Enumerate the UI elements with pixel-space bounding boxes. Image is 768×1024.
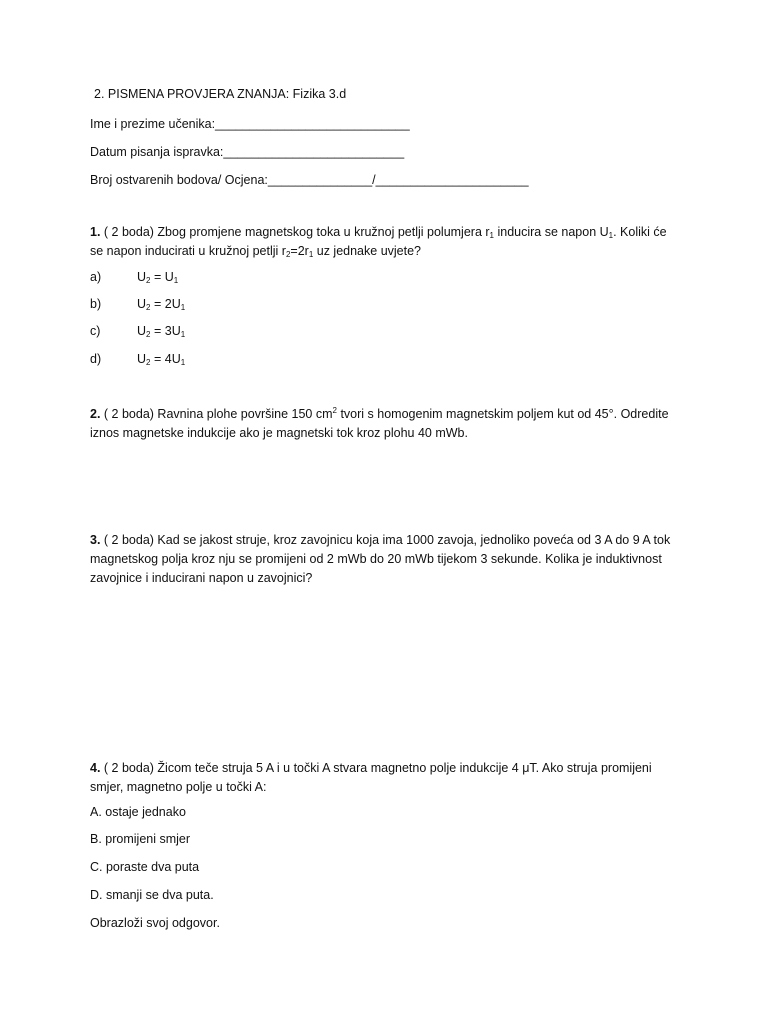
page-title: 2. PISMENA PROVJERA ZNANJA: Fizika 3.d xyxy=(94,87,347,101)
question-1-text-e: uz jednake uvjete? xyxy=(313,244,421,258)
question-4-option-b: B. promijeni smjer xyxy=(90,832,191,846)
question-4-option-a: A. ostaje jednako xyxy=(90,805,186,819)
question-1-option-a: a) $U_2 = U_1$ xyxy=(90,270,179,285)
question-1-option-b: b) $U_2 = 2U_1$ xyxy=(90,297,186,312)
question-1-text-c: . Koliki će se napon inducirati u kružnoj petlji r xyxy=(90,225,667,258)
question-1-option-c: c) $U_2 = 3U_1$ xyxy=(90,324,186,339)
points-grade-line: Broj ostvarenih bodova/ Ocjena:_______________/______________________ xyxy=(90,173,529,187)
question-1-subscript: 2 xyxy=(285,250,291,259)
question-1-option-d: d) $U_2 = 4U_1$ xyxy=(90,352,186,367)
question-2-text-a: ( 2 boda) Ravnina plohe površine 150 cm xyxy=(100,407,333,421)
question-2-number: 2. xyxy=(90,407,101,421)
question-3-text: ( 2 boda) Kad se jakost struje, kroz zavojnicu koja ima 1000 zavoja, jednoliko poveća od 3 A do 9 A tok magnetskog polja kroz nju se promijeni od 2 mWb do 20 mWb tijekom 3 sekunde. Kolika je induktivnost zavojnice i inducirani napon u zavojnici? xyxy=(90,533,671,585)
question-4-text: ( 2 boda) Žicom teče struja 5 A i u točki A stvara magnetno polje indukcije 4 μT. Ako struja promijeni smjer, magnetno polje u točki A: xyxy=(90,761,652,794)
option-letter: b) xyxy=(90,297,102,311)
question-2-text-b: tvori s homogenim magnetskim poljem kut od 45°. Odredite iznos magnetske indukcije ako je magnetski tok kroz plohu 40 mWb. xyxy=(90,407,669,440)
question-4-number: 4. xyxy=(90,761,101,775)
question-1-number: 1. xyxy=(90,225,101,239)
question-4-closing: Obrazloži svoj odgovor. xyxy=(90,916,220,930)
question-2 xyxy=(90,405,680,443)
question-4-option-d: D. smanji se dva puta. xyxy=(90,888,214,902)
correction-date-line: Datum pisanja ispravka:__________________________ xyxy=(90,145,405,159)
option-letter: c) xyxy=(90,324,101,338)
question-3 xyxy=(90,531,680,588)
student-name-line: Ime i prezime učenika:____________________________ xyxy=(90,117,410,131)
question-1-text-d: =2r xyxy=(290,244,309,258)
question-4 xyxy=(90,759,680,797)
question-1-text-a: Zbog promjene magnetskog toka u kružnoj petlji polumjera r xyxy=(157,225,490,239)
question-1-text-b: inducira se napon U xyxy=(494,225,609,239)
question-2-superscript: 2 xyxy=(332,406,337,415)
question-3-number: 3. xyxy=(90,533,101,547)
question-1 xyxy=(90,223,680,261)
question-1-points: ( 2 boda) xyxy=(100,225,158,239)
question-1-subscript: 1 xyxy=(489,231,494,240)
question-4-option-c: C. poraste dva puta xyxy=(90,860,200,874)
question-1-subscript: 1 xyxy=(308,250,314,259)
option-letter: a) xyxy=(90,270,102,284)
question-1-subscript: 1 xyxy=(608,231,614,240)
option-letter: d) xyxy=(90,352,102,366)
